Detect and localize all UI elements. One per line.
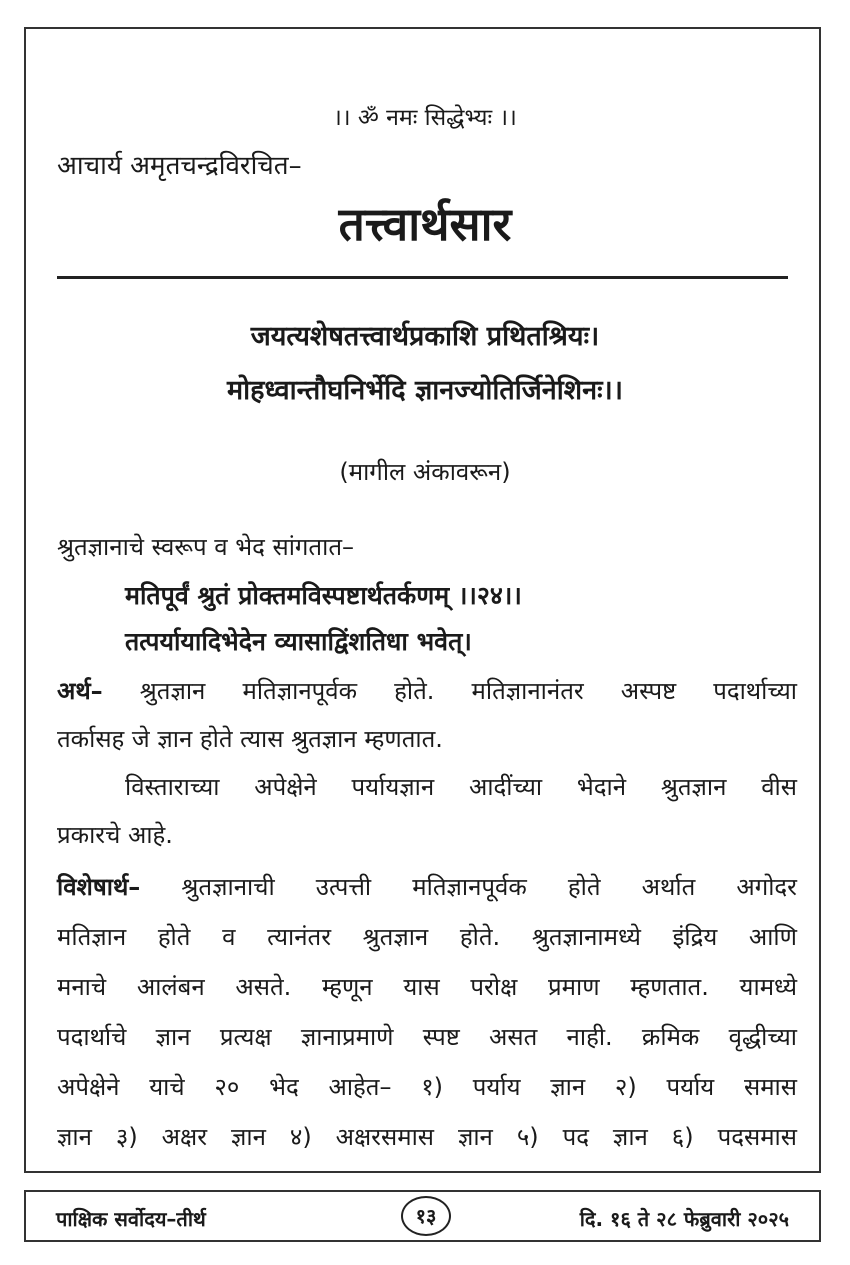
special-line-4: पदार्थाचे ज्ञान प्रत्यक्ष ज्ञानाप्रमाणे स्पष्ट असत नाही. क्रमिक वृद्धीच्या (57, 1023, 797, 1051)
page-title: तत्त्वार्थसार (338, 197, 512, 251)
intro-text: श्रुतज्ञानाचे स्वरूप व भेद सांगतात– (57, 533, 355, 561)
title-divider (57, 276, 788, 279)
meaning-line-2: तर्कासह जे ज्ञान होते त्यास श्रुतज्ञान म्हणतात. (57, 725, 443, 753)
special-line-2: मतिज्ञान होते व त्यानंतर श्रुतज्ञान होते. श्रुतज्ञानामध्ये इंद्रिय आणि (57, 923, 797, 951)
issue-date: दि. १६ ते २८ फेब्रुवारी २०२५ (579, 1207, 789, 1231)
page-number: १३ (401, 1196, 451, 1236)
page-footer (24, 1190, 821, 1242)
mangala-verse-line-2: मोहध्वान्तौघनिर्भेदि ज्ञानज्योतिर्जिनेशिनः।। (226, 375, 623, 406)
meaning-line-4: प्रकारचे आहे. (57, 821, 173, 849)
special-line-6: ज्ञान ३) अक्षर ज्ञान ४) अक्षरसमास ज्ञान ५) पद ज्ञान ६) पदसमास (57, 1123, 797, 1151)
special-meaning-label: विशेषार्थ– (57, 873, 141, 901)
special-text-1: श्रुतज्ञानाची उत्पत्ती मतिज्ञानपूर्वक होते अर्थात अगोदर (181, 873, 797, 901)
author-line: आचार्य अमृतचन्द्रविरचित– (57, 151, 302, 181)
meaning-label: अर्थ– (57, 677, 103, 705)
publication-name: पाक्षिक सर्वोदय–तीर्थ (56, 1207, 206, 1231)
invocation: ।। ॐ नमः सिद्धेभ्यः ।। (333, 105, 517, 131)
special-line-3: मनाचे आलंबन असते. म्हणून यास परोक्ष प्रमाण म्हणतात. यामध्ये (57, 973, 797, 1001)
meaning-line-1 (57, 674, 797, 707)
continued-note: (मागील अंकावरून) (339, 458, 511, 486)
mangala-verse-line-1: जयत्यशेषतत्त्वार्थप्रकाशि प्रथितश्रियः। (250, 321, 600, 352)
meaning-text-1: श्रुतज्ञान मतिज्ञानपूर्वक होते. मतिज्ञानानंतर अस्पष्ट पदार्थाच्या (139, 677, 797, 705)
verse-24-line-1: मतिपूर्वं श्रुतं प्रोक्तमविस्पष्टार्थतर्कणम् ।।२४।। (125, 581, 522, 610)
verse-24-line-2: तत्पर्यायादिभेदेन व्यासाद्विंशतिधा भवेत्। (125, 627, 472, 656)
meaning-line-3: विस्ताराच्या अपेक्षेने पर्यायज्ञान आदींच्या भेदाने श्रुतज्ञान वीस (125, 773, 797, 801)
special-line-5: अपेक्षेने याचे २० भेद आहेत– १) पर्याय ज्ञान २) पर्याय समास (57, 1073, 797, 1101)
special-line-1 (57, 870, 797, 903)
